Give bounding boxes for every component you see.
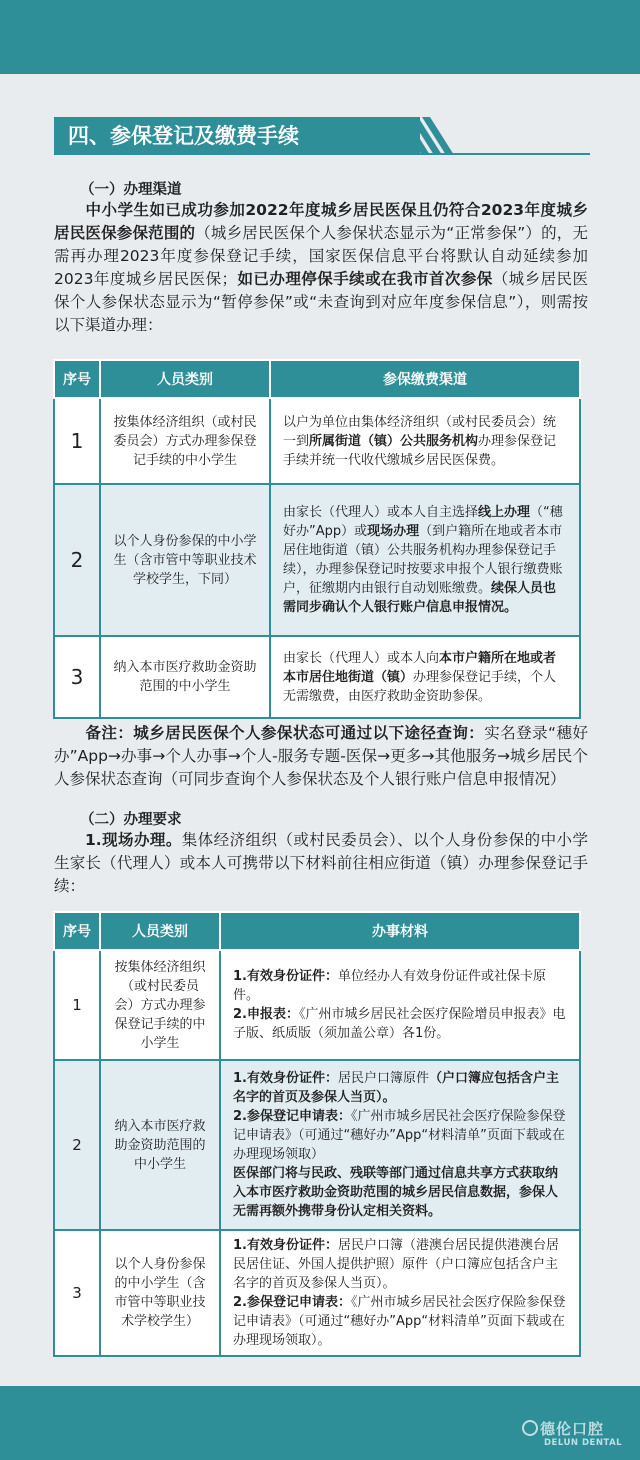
row-number: 1 [54, 398, 100, 484]
section-title: 四、参保登记及缴费手续 [54, 117, 420, 155]
intro-bold-1: 中小学生如已成功参加2022年度城乡居民医保且仍符合2023年度城乡居民医保参保范围的 [54, 201, 588, 242]
title-stripes-decoration [368, 117, 538, 155]
row-materials: 1.有效身份证件：单位经办人有效身份证件或社保卡原件。 2.申报表：《广州市城乡居民社会医疗保险增员申报表》电子版、纸质版（须加盖公章）各1份。 [220, 950, 580, 1060]
table-row [54, 636, 580, 718]
intro-text-2: （城乡居民医保个人参保状态显示为“暂停参保”或“未查询到对应年度参保信息”），则需按以下渠道办理： [54, 270, 588, 334]
header-category: 人员类别 [100, 912, 220, 950]
table-header-row [54, 912, 580, 950]
header-channel: 参保缴费渠道 [270, 360, 580, 398]
row-number: 2 [54, 1060, 100, 1230]
note-bold: 备注：城乡居民医保个人参保状态可通过以下途径查询： [85, 724, 485, 742]
row-category: 按集体经济组织（或村民委员会）方式办理参保登记手续的中小学生 [100, 950, 220, 1060]
table-row [54, 950, 580, 1060]
title-underline [420, 153, 590, 155]
logo-chinese-name: 德伦口腔 [540, 1420, 605, 1438]
logo-english-name: DELUN DENTAL [544, 1438, 623, 1448]
row-category: 以个人身份参保的中小学生（含市管中等职业技术学校学生） [100, 1230, 220, 1356]
table-row [54, 484, 580, 636]
table-row [54, 1230, 580, 1356]
brand-logo [522, 1418, 632, 1454]
note-paragraph [54, 722, 588, 791]
row-category: 以个人身份参保的中小学生（含市管中等职业技术学校学生，下同） [100, 484, 270, 636]
intro-text-1: （城乡居民医保个人参保状态显示为“正常参保”）的，无需再办理2023年度参保登记手续，国家医保信息平台将默认自动延续参加2023年度城乡居民医保； [54, 224, 588, 288]
top-band [0, 0, 640, 74]
note-text: 实名登录“穗好办”App→办事→个人办事→个人-服务专题-医保→更多→其他服务→城乡居民个人参保状态查询（可同步查询个人参保状态及个人银行账户信息申报情况） [54, 724, 588, 788]
header-num: 序号 [54, 912, 100, 950]
channels-table [53, 359, 581, 719]
table-row [54, 398, 580, 484]
row-number: 1 [54, 950, 100, 1060]
tooth-logo-icon [522, 1420, 538, 1436]
header-num: 序号 [54, 360, 100, 398]
header-materials: 办事材料 [220, 912, 580, 950]
subheading-requirements: （二）办理要求 [80, 812, 182, 828]
req-bold: 1.现场办理。 [85, 831, 182, 849]
row-category: 按集体经济组织（或村民委员会）方式办理参保登记手续的中小学生 [100, 398, 270, 484]
intro-paragraph [54, 199, 588, 337]
row-category: 纳入本市医疗救助金资助范围的中小学生 [100, 636, 270, 718]
row-materials: 1.有效身份证件：居民户口簿原件（户口簿应包括含户主名字的首页及参保人当页）。 2.参保登记申请表：《广州市城乡居民社会医疗保险参保登记申请表》（可通过“穗好办”App“材料清单”页面下载或在办理现场领取） 医保部门将与民政、残联等部门通过信息共享方式获取纳入本市医疗救助金资助范围的城乡居民信息数据，参保人无需再额外携带身份认定相关资料。 [220, 1060, 580, 1230]
requirements-paragraph [54, 829, 588, 898]
subheading-channels: （一）办理渠道 [80, 182, 182, 198]
row-channel: 由家长（代理人）或本人自主选择线上办理（“穗好办”App）或现场办理（到户籍所在地或者本市居住地街道（镇）公共服务机构办理参保登记手续），办理参保登记时按要求申报个人银行缴费账户，征缴期内由银行自动划账缴费。续保人员也需同步确认个人银行账户信息申报情况。 [270, 484, 580, 636]
table-header-row [54, 360, 580, 398]
intro-bold-2: 如已办理停保手续或在我市首次参保 [237, 270, 493, 288]
materials-table [53, 911, 581, 1357]
row-channel: 以户为单位由集体经济组织（或村民委员会）统一到所属街道（镇）公共服务机构办理参保登记手续并统一代收代缴城乡居民医保费。 [270, 398, 580, 484]
row-number: 3 [54, 1230, 100, 1356]
row-number: 2 [54, 484, 100, 636]
row-materials: 1.有效身份证件：居民户口簿（港澳台居民提供港澳台居民居住证、外国人提供护照）原件（户口簿应包括含户主名字的首页及参保人当页）。 2.参保登记申请表：《广州市城乡居民社会医疗保险参保登记申请表》（可通过“穗好办”App“材料清单”页面下载或在办理现场领取）。 [220, 1230, 580, 1356]
req-text: 集体经济组织（或村民委员会）、以个人身份参保的中小学生家长（代理人）或本人可携带以下材料前往相应街道（镇）办理参保登记手续： [54, 831, 588, 895]
header-category: 人员类别 [100, 360, 270, 398]
row-channel: 由家长（代理人）或本人向本市户籍所在地或者本市居住地街道（镇）办理参保登记手续，个人无需缴费，由医疗救助金资助参保。 [270, 636, 580, 718]
row-category: 纳入本市医疗救助金资助范围的中小学生 [100, 1060, 220, 1230]
table-row [54, 1060, 580, 1230]
row-number: 3 [54, 636, 100, 718]
